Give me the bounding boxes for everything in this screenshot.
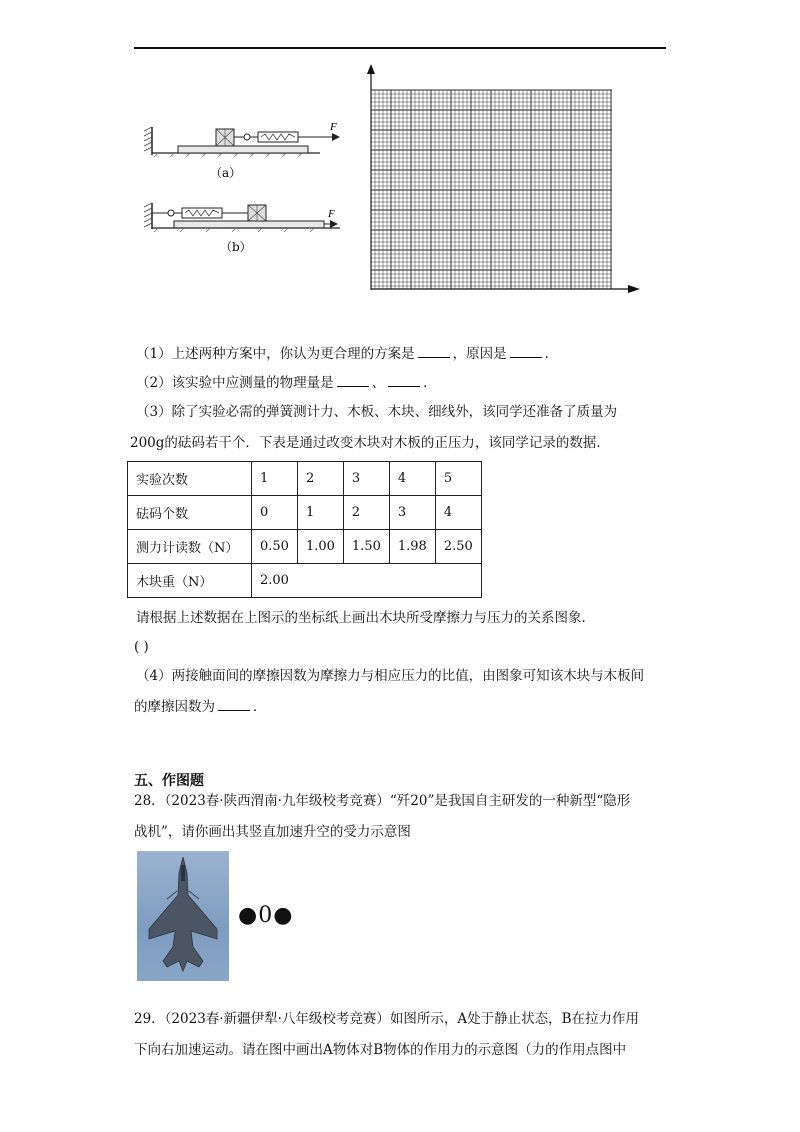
table-cell: 2.00 [252, 564, 482, 598]
figure-label-b: （b） [220, 240, 252, 254]
table-cell: 5 [435, 462, 481, 496]
fighter-jet-icon [137, 851, 229, 981]
table-cell: 0.50 [252, 530, 298, 564]
header-rule [134, 47, 666, 49]
table-cell: 2.50 [435, 530, 481, 564]
experiment-diagram [140, 105, 360, 265]
table-row [128, 530, 482, 564]
setup-b [144, 203, 340, 254]
row-label: 实验次数 [128, 462, 252, 496]
q2-blank-1[interactable] [337, 373, 369, 387]
row-label: 测力计读数（N） [128, 530, 252, 564]
data-table [127, 461, 482, 598]
table-cell: 1.98 [389, 530, 435, 564]
q4-suffix: ． [253, 699, 267, 715]
grid-lines [371, 90, 612, 289]
table-row [128, 564, 482, 598]
table-cell: 1 [252, 462, 298, 496]
y-axis-arrow [367, 64, 375, 74]
question-4-line-1: （4）两接触面间的摩擦因数为摩擦力与相应压力的比值，由图象可知该木块与木板间 [136, 668, 645, 684]
table-row [128, 496, 482, 530]
q1-blank-2[interactable] [510, 344, 542, 358]
question-29-line-2: 下向右加速运动。请在图中画出A物体对B物体的作用力的示意图（力的作用点图中 [134, 1042, 627, 1058]
fighter-jet-image [137, 851, 229, 981]
q2-middle: 、 [371, 375, 386, 391]
table-cell: 4 [389, 462, 435, 496]
q1-blank-1[interactable] [418, 344, 450, 358]
question-3-line-1: （3）除了实验必需的弹簧测计力、木板、木块、细线外，该同学还准备了质量为 [136, 404, 618, 420]
table-cell: 3 [343, 462, 389, 496]
row-label: 砝码个数 [128, 496, 252, 530]
question-28-line-1: 28．（2023春·陕西渭南·九年级校考竞赛）“歼20”是我国自主研发的一种新型“隐形 [134, 793, 631, 809]
draw-instruction: 请根据上述数据在上图示的坐标纸上画出木块所受摩擦力与压力的关系图象． [136, 610, 595, 626]
q4-prefix: 的摩擦因数为 [134, 699, 215, 715]
q2-suffix: ． [423, 375, 437, 391]
coordinate-grid [360, 60, 645, 300]
force-label-a: F [330, 121, 337, 133]
table-cell: 2 [343, 496, 389, 530]
question-2 [136, 373, 437, 393]
q1-prefix: （1）上述两种方案中，你认为更合理的方案是 [136, 346, 415, 362]
table-cell: 2 [297, 462, 343, 496]
table-cell: 1.00 [297, 530, 343, 564]
section-title: 五、作图题 [134, 773, 204, 789]
row-label: 木块重（N） [128, 564, 252, 598]
table-cell: 1 [297, 496, 343, 530]
setup-a [144, 121, 340, 180]
q2-prefix: （2）该实验中应测量的物理量是 [136, 375, 334, 391]
q1-suffix: ． [544, 346, 559, 362]
force-label-b: F [328, 208, 335, 220]
question-4-line-2 [134, 697, 267, 717]
q4-blank[interactable] [218, 697, 250, 711]
q1-middle: ，原因是 [452, 346, 507, 362]
table-row [128, 462, 482, 496]
table-cell: 1.50 [343, 530, 389, 564]
q2-blank-2[interactable] [388, 373, 420, 387]
x-axis-arrow [628, 285, 640, 293]
table-cell: 0 [252, 496, 298, 530]
answer-paren[interactable]: ( ) [134, 639, 149, 655]
table-cell: 3 [389, 496, 435, 530]
table-cell: 4 [435, 496, 481, 530]
question-3-line-2: 200g的砝码若干个．下表是通过改变木块对木板的正压力，该同学记录的数据． [130, 435, 610, 451]
question-1 [136, 344, 558, 364]
force-point-symbols: ●0● [238, 903, 294, 928]
question-29-line-1: 29．（2023春·新疆伊犁·八年级校考竞赛）如图所示，A处于静止状态，B在拉力作用 [134, 1011, 640, 1027]
question-28-line-2: 战机”，请你画出其竖直加速升空的受力示意图 [134, 824, 411, 840]
figure-label-a: （a） [210, 166, 242, 180]
